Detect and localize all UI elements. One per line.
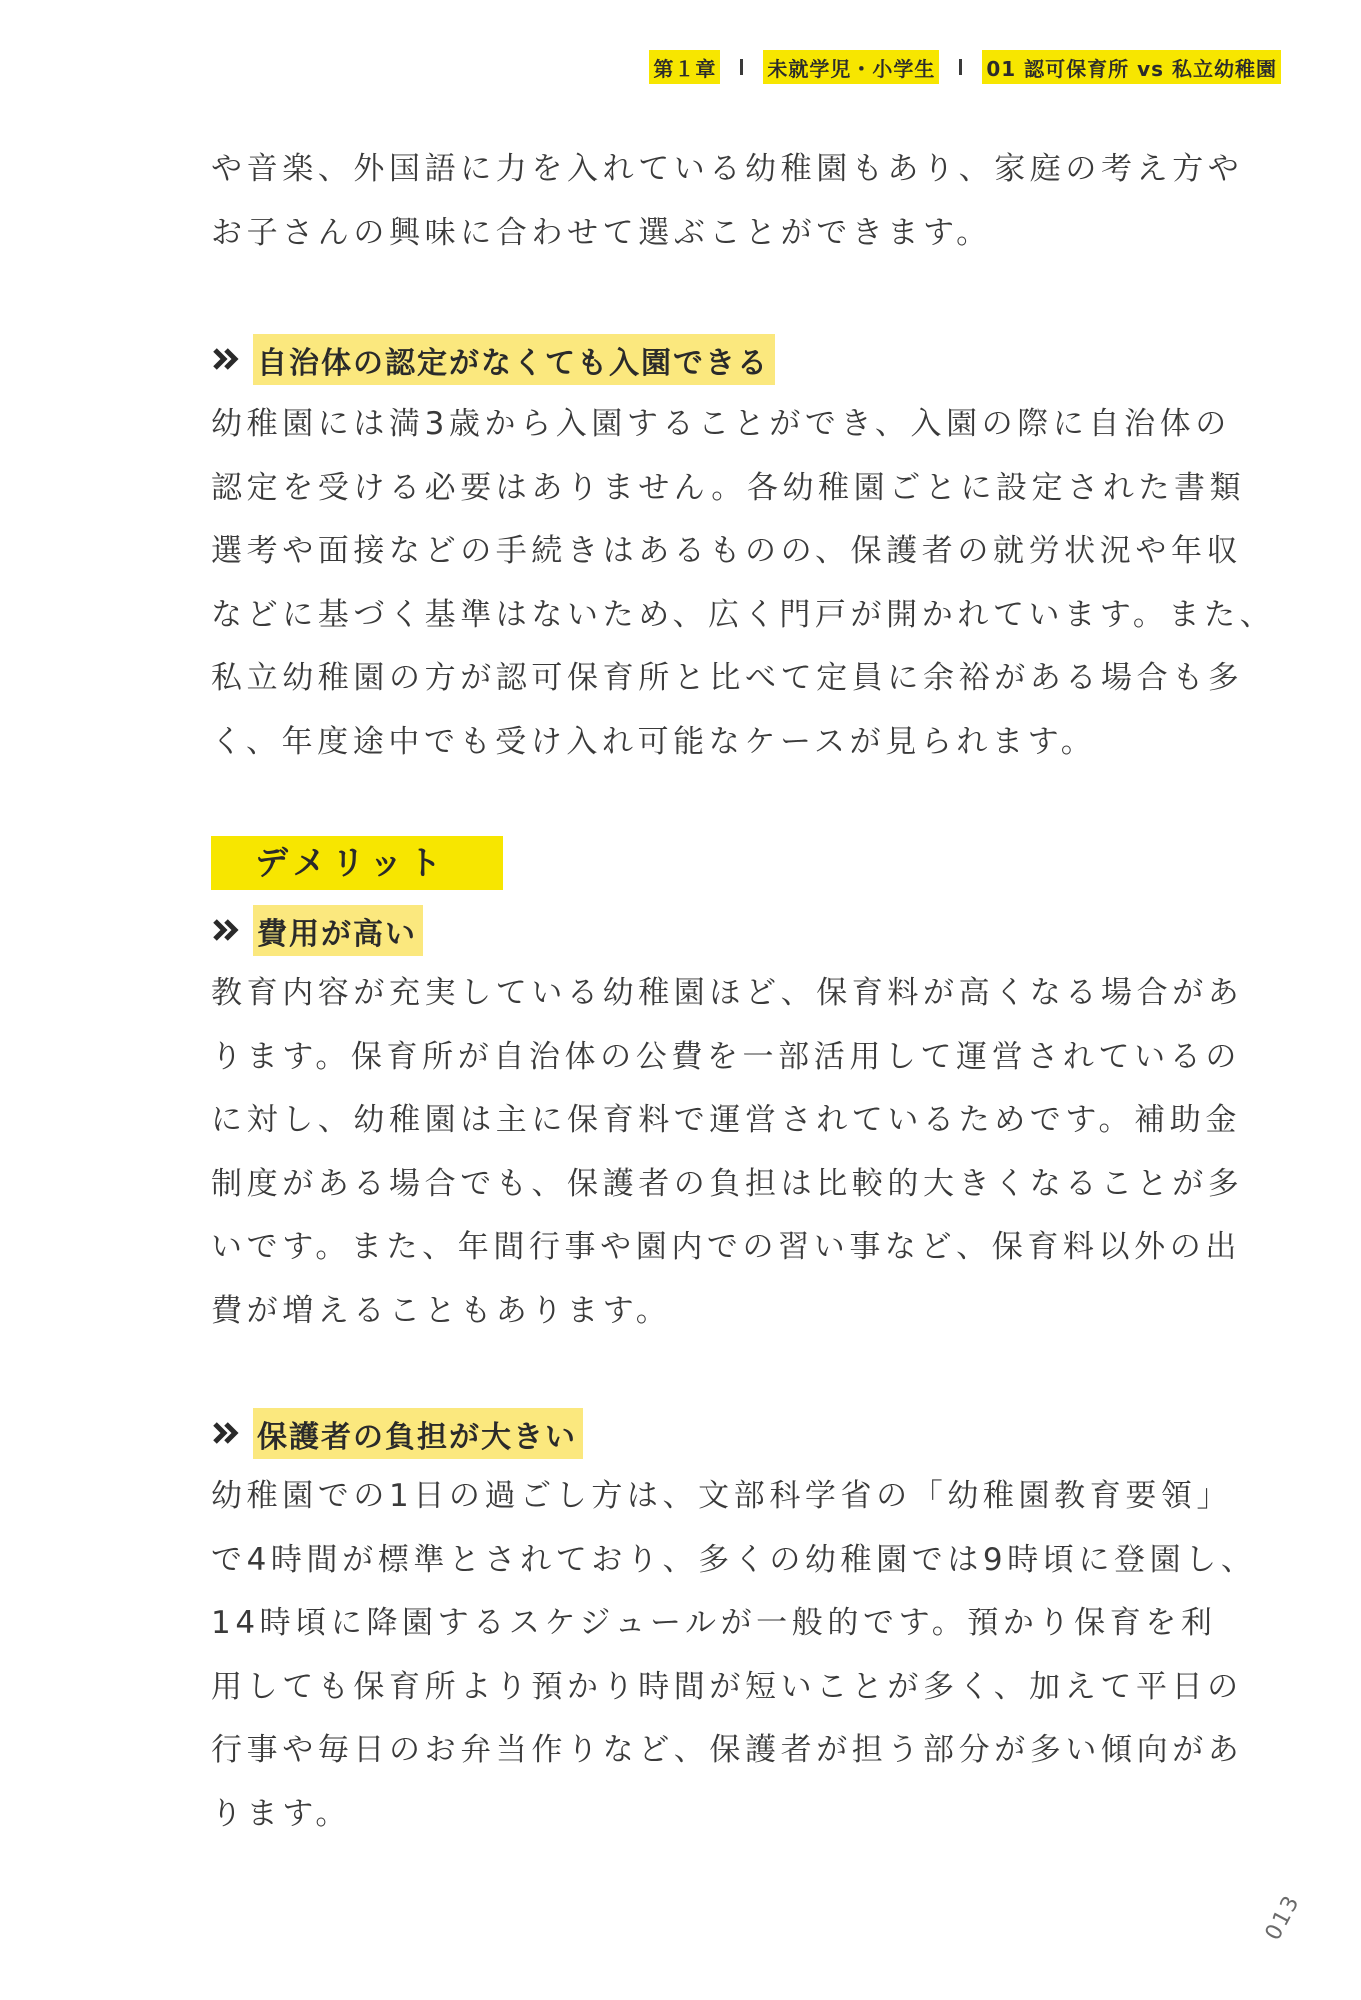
text-line: ります。 xyxy=(211,1795,351,1832)
merit-paragraph xyxy=(211,393,1276,774)
text-line: く、年度途中でも受け入れ可能なケースが見られます。 xyxy=(211,723,1097,760)
cost-paragraph xyxy=(211,962,1251,1343)
page-number: 013 xyxy=(1260,1890,1306,1945)
cost-heading xyxy=(211,902,1251,958)
text-line: に対し、幼稚園は主に保育料で運営されているためです。補助金 xyxy=(211,1102,1241,1138)
intro-paragraph xyxy=(211,138,1251,265)
text-line: 幼稚園には満3歳から入園することができ、入園の際に自治体の xyxy=(211,406,1231,442)
double-chevron-icon xyxy=(211,915,241,945)
cost-heading-text: 費用が高い xyxy=(253,905,423,956)
text-line: 選考や面接などの手続きはあるものの、保護者の就労状況や年収 xyxy=(211,533,1243,569)
text-line: や音楽、外国語に力を入れている幼稚園もあり、家庭の考え方や xyxy=(211,151,1244,187)
merit-heading-text: 自治体の認定がなくても入園できる xyxy=(253,334,775,385)
text-line: で4時間が標準とされており、多くの幼稚園では9時頃に登園し、 xyxy=(211,1541,1257,1578)
text-line: 幼稚園での1日の過ごし方は、文部科学省の「幼稚園教育要領」 xyxy=(211,1478,1233,1514)
text-line: ります。保育所が自治体の公費を一部活用して運営されているの xyxy=(211,1038,1241,1075)
text-line: 行事や毎日のお弁当作りなど、保護者が担う部分が多い傾向があ xyxy=(211,1732,1244,1768)
text-line: 教育内容が充実している幼稚園ほど、保育料が高くなる場合があ xyxy=(211,975,1244,1011)
text-line: いです。また、年間行事や園内での習い事など、保育料以外の出 xyxy=(211,1229,1241,1265)
text-line: などに基づく基準はないため、広く門戸が開かれています。また、 xyxy=(211,596,1276,633)
demerit-badge-wrap xyxy=(211,836,1251,890)
text-line: 認定を受ける必要はありません。各幼稚園ごとに設定された書類 xyxy=(211,469,1246,506)
double-chevron-icon xyxy=(211,344,241,374)
text-line: 費が増えることもあります。 xyxy=(211,1292,672,1329)
section-label: 未就学児・小学生 xyxy=(763,50,939,84)
header-divider xyxy=(959,59,962,75)
page-body xyxy=(211,138,1276,1846)
double-chevron-icon xyxy=(211,1418,241,1448)
text-line: 14時頃に降園するスケジュールが一般的です。預かり保育を利 xyxy=(211,1605,1217,1641)
text-line: 私立幼稚園の方が認可保育所と比べて定員に余裕がある場合も多 xyxy=(211,660,1244,696)
burden-heading-text: 保護者の負担が大きい xyxy=(253,1408,583,1459)
text-line: 制度がある場合でも、保護者の負担は比較的大きくなることが多 xyxy=(211,1165,1244,1202)
header-divider xyxy=(740,59,743,75)
text-line: お子さんの興味に合わせて選ぶことができます。 xyxy=(211,214,992,251)
burden-paragraph xyxy=(211,1465,1257,1846)
burden-heading xyxy=(211,1405,1251,1461)
demerit-badge: デメリット xyxy=(211,836,503,890)
running-header xyxy=(649,50,1281,84)
topic-label: 01 認可保育所 vs 私立幼稚園 xyxy=(982,50,1281,84)
chapter-label: 第１章 xyxy=(649,50,720,84)
merit-heading xyxy=(211,331,1251,387)
text-line: 用しても保育所より預かり時間が短いことが多く、加えて平日の xyxy=(211,1668,1243,1705)
